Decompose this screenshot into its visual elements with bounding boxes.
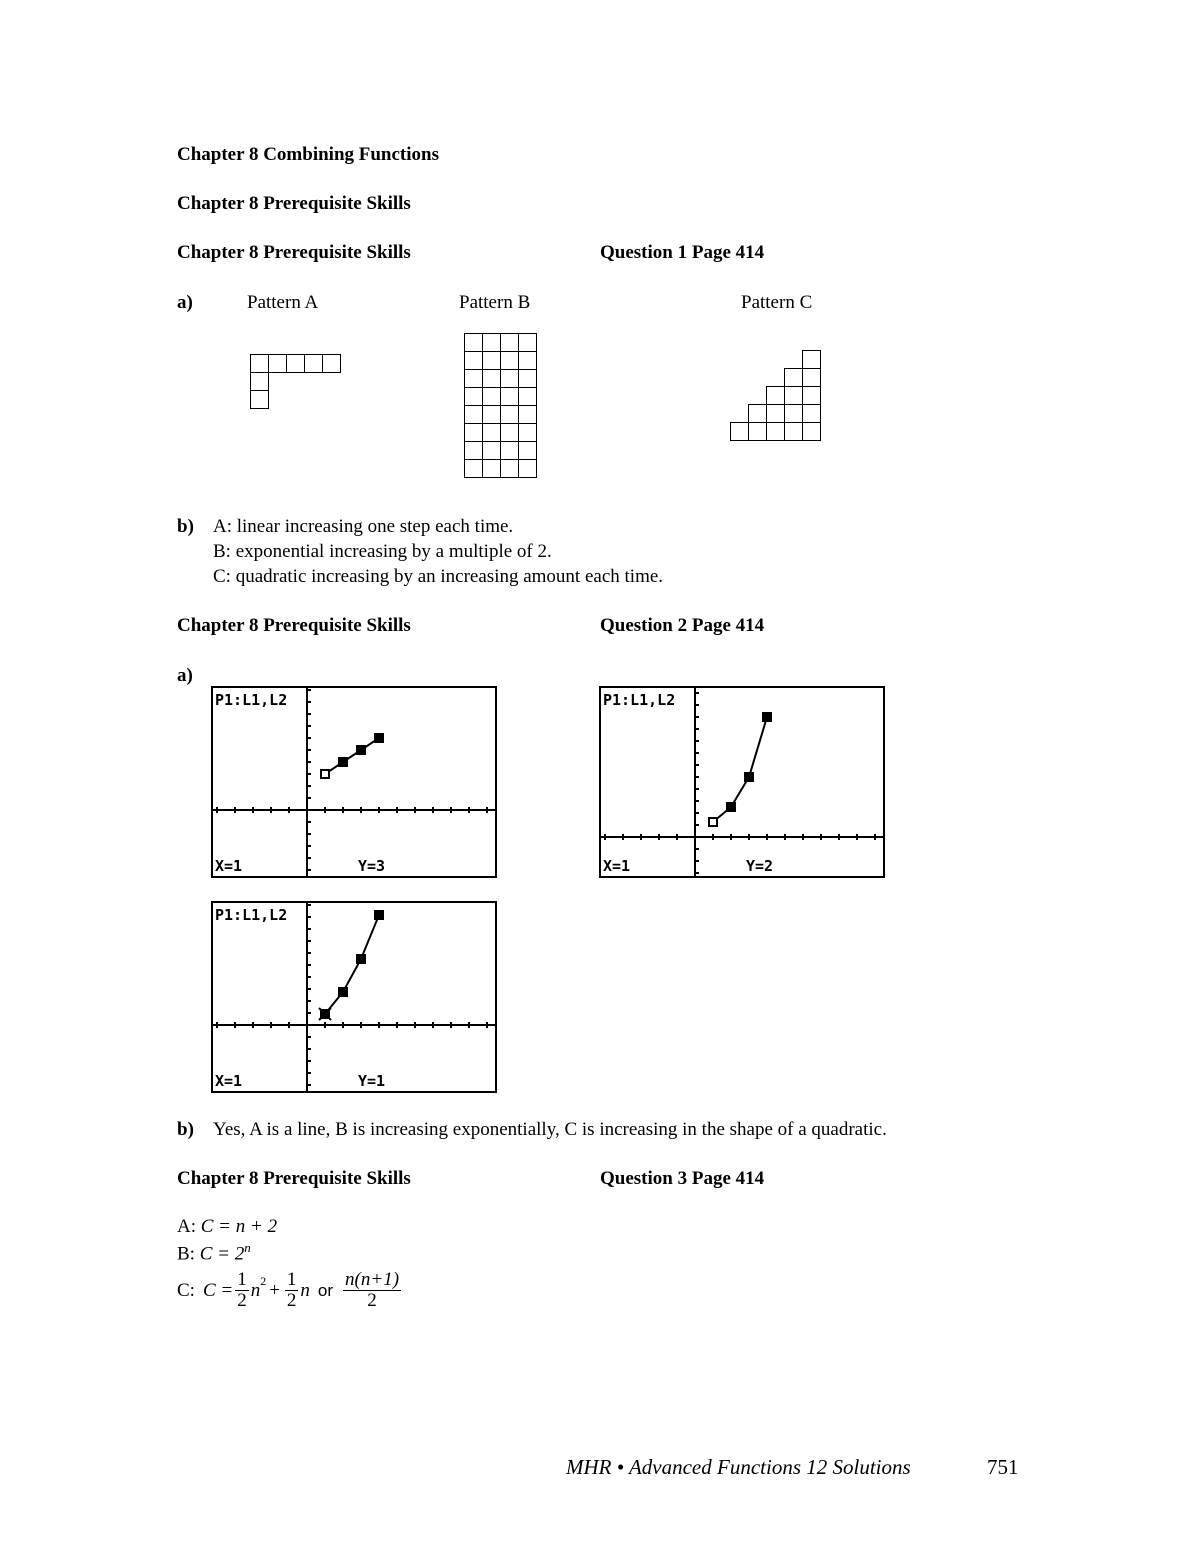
calc-screen-b xyxy=(599,686,885,878)
q1-answer-a: A: linear increasing one step each time. xyxy=(213,516,514,537)
frac2-num: n(n+1) xyxy=(345,1269,400,1290)
label-a: A: xyxy=(177,1216,196,1237)
pattern-c-grid xyxy=(730,350,821,441)
pattern-c-label: Pattern C xyxy=(741,292,813,313)
data-point xyxy=(321,770,329,778)
exp-2: 2 xyxy=(260,1274,267,1288)
data-point xyxy=(375,734,383,742)
page-number: 751 xyxy=(987,1455,1019,1479)
series-line xyxy=(713,717,767,822)
equation-a xyxy=(177,1216,277,1238)
y-readout: Y=1 xyxy=(358,1072,386,1090)
q1-part-b: b) xyxy=(177,516,194,537)
data-point xyxy=(763,713,771,721)
q2-part-a: a) xyxy=(177,665,193,686)
eq-b-base: C = 2 xyxy=(199,1243,245,1265)
frac-num: 1 xyxy=(286,1269,297,1290)
data-point xyxy=(339,758,347,766)
q2-answer: Yes, A is a line, B is increasing exponentially, C is increasing in the shape of a quadratic. xyxy=(213,1119,887,1140)
label-b: B: xyxy=(177,1243,195,1265)
frac-den: 2 xyxy=(237,1290,247,1311)
plot-label: P1:L1,L2 xyxy=(215,691,288,709)
y-readout: Y=3 xyxy=(358,857,386,875)
label-c: C: xyxy=(177,1279,195,1301)
fraction-half-1 xyxy=(235,1270,249,1311)
fraction-n-n-plus-1 xyxy=(343,1270,401,1311)
plot-label: P1:L1,L2 xyxy=(215,906,288,924)
q3-section: Chapter 8 Prerequisite Skills xyxy=(177,1168,411,1189)
q1-answer-c: C: quadratic increasing by an increasing amount each time. xyxy=(213,566,664,587)
data-point xyxy=(339,988,347,996)
q1-section: Chapter 8 Prerequisite Skills xyxy=(177,242,411,263)
series-line xyxy=(325,738,379,774)
term-n2: n xyxy=(250,1279,261,1301)
x-readout: X=1 xyxy=(215,857,243,875)
calc-screen-a xyxy=(211,686,497,878)
equation-c xyxy=(177,1270,403,1311)
plot-label: P1:L1,L2 xyxy=(603,691,676,709)
plus-sign: + xyxy=(269,1279,280,1301)
data-point xyxy=(709,818,717,826)
q1-question: Question 1 Page 414 xyxy=(600,242,765,263)
x-readout: X=1 xyxy=(215,1072,243,1090)
pattern-b-label: Pattern B xyxy=(459,292,531,313)
prereq-title: Chapter 8 Prerequisite Skills xyxy=(177,193,411,214)
y-readout: Y=2 xyxy=(746,857,774,875)
series-line xyxy=(325,915,379,1014)
q2-question: Question 2 Page 414 xyxy=(600,615,765,636)
eq-c-lhs: C = xyxy=(202,1279,234,1301)
data-point xyxy=(357,746,365,754)
q2-part-b: b) xyxy=(177,1119,194,1140)
frac-den: 2 xyxy=(286,1290,297,1311)
or-word: or xyxy=(317,1280,334,1300)
x-readout: X=1 xyxy=(603,857,631,875)
calc-screen-c xyxy=(211,901,497,1093)
pattern-a-label: Pattern A xyxy=(247,292,319,313)
frac-num: 1 xyxy=(237,1269,247,1290)
data-point xyxy=(727,803,735,811)
q1-answer-b: B: exponential increasing by a multiple of 2. xyxy=(213,541,552,562)
data-point xyxy=(375,911,383,919)
pattern-a-grid xyxy=(250,354,341,409)
footer-source: MHR • Advanced Functions 12 Solutions xyxy=(566,1455,911,1479)
frac2-den: 2 xyxy=(367,1290,377,1311)
data-point xyxy=(745,773,753,781)
chapter-title: Chapter 8 Combining Functions xyxy=(177,144,440,165)
data-point xyxy=(357,955,365,963)
pattern-b-grid xyxy=(464,333,537,478)
eq-a: C = n + 2 xyxy=(200,1216,278,1237)
eq-b-exp: n xyxy=(244,1240,251,1255)
term-n: n xyxy=(300,1279,310,1301)
q1-part-a: a) xyxy=(177,292,193,313)
q2-section: Chapter 8 Prerequisite Skills xyxy=(177,615,411,636)
fraction-half-2 xyxy=(285,1270,299,1311)
equation-b xyxy=(177,1240,251,1265)
q3-question: Question 3 Page 414 xyxy=(600,1168,765,1189)
